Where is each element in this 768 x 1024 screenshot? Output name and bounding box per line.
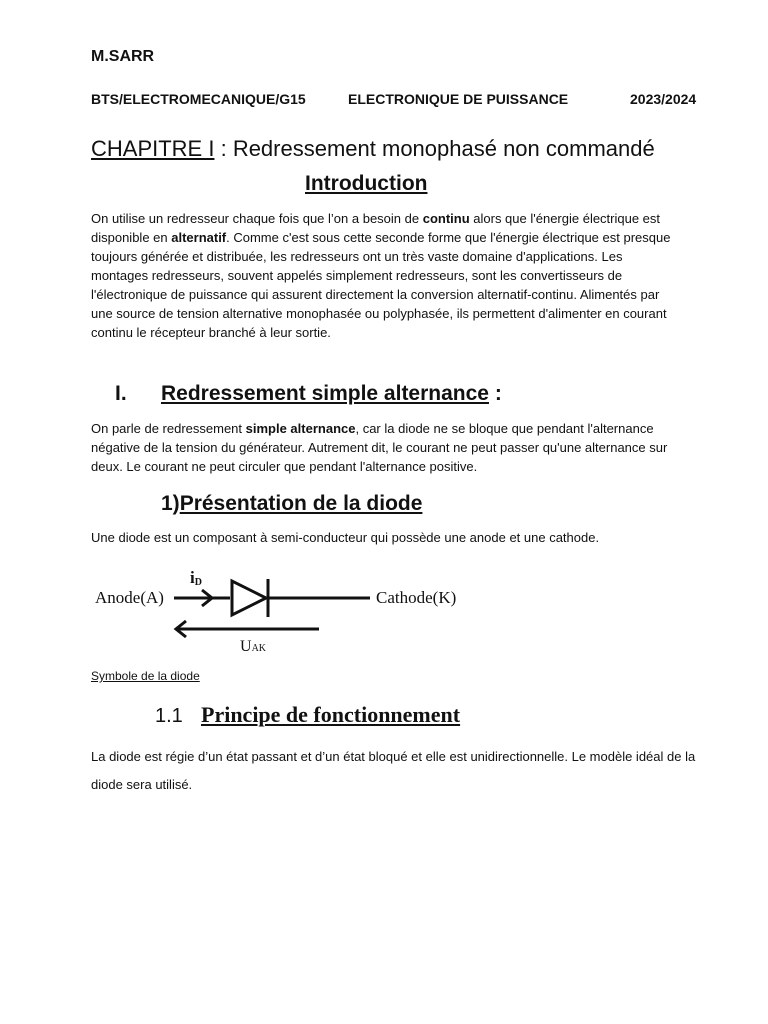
subsection-number: 1) <box>161 492 180 515</box>
subsection-title <box>161 492 422 516</box>
section-text-1: On parle de redressement <box>91 421 246 436</box>
course-name: ELECTRONIQUE DE PUISSANCE <box>348 91 569 107</box>
voltage-label: UAK <box>240 638 267 653</box>
chapter-separator: : <box>214 136 233 161</box>
diode-diagram <box>90 563 490 653</box>
intro-text-2: alors que l'énergie électrique est disponible en <box>91 211 661 245</box>
introduction-paragraph <box>91 209 681 342</box>
class-code: BTS/ELECTROMECANIQUE/G15 <box>91 91 306 107</box>
section-title <box>161 382 502 406</box>
anode-label: Anode(A) <box>95 588 164 607</box>
current-label: iD <box>190 568 202 588</box>
section-bold-simple-alternance: simple alternance <box>245 421 356 436</box>
author: M.SARR <box>91 48 155 65</box>
subsection-title-text: Présentation de la diode <box>179 492 423 515</box>
intro-text-3: . Comme c'est sous cette seconde forme que l'énergie électrique est presque toujours générée et distribuée, les redresseurs ont un très vaste domaine d'applications. Les montages redresseurs, souvent appelés simplement redresseurs, sont les convertisseurs de l'électronique de puissance qui assurent directement la conversion alternatif-continu. Alimentés par une source de tension alternative monophasée ou polyphasée, ils permettent d'alimenter en courant continu le récepteur branché à leur sortie. <box>91 230 671 340</box>
section-paragraph <box>91 419 691 476</box>
intro-text-1: On utilise un redresseur chaque fois que l’on a besoin de <box>91 211 423 226</box>
diagram-caption: Symbole de la diode <box>91 669 200 683</box>
section-number: I. <box>115 382 127 405</box>
diode-triangle-icon <box>232 581 266 615</box>
chapter-name: Redressement monophasé non commandé <box>232 136 655 161</box>
section-text-2: , car la diode ne se bloque que pendant l'alternance négative de la tension du générateur. Autrement dit, le courant ne peut passer qu'une alternance sur deux. Le courant ne peut circuler que pendant l'alternance positive. <box>91 421 668 474</box>
section-title-text: Redressement simple alternance <box>161 382 489 405</box>
subsection-11-title: Principe de fonctionnement <box>201 702 461 727</box>
cathode-label: Cathode(K) <box>376 588 457 607</box>
section-title-colon: : <box>488 382 502 405</box>
intro-bold-alternatif: alternatif <box>171 230 227 245</box>
intro-bold-continu: continu <box>422 211 470 226</box>
subsection-11-paragraph: La diode est régie d’un état passant et d’un état bloqué et elle est unidirectionnelle. Le modèle idéal de la diode sera utilisé. <box>91 749 696 792</box>
diode-definition: Une diode est un composant à semi-conducteur qui possède une anode et une cathode. <box>91 530 600 545</box>
chapter-title <box>91 136 655 162</box>
subsection-11-number: 1.1 <box>155 705 183 727</box>
introduction-heading: Introduction <box>305 172 428 195</box>
school-year: 2023/2024 <box>630 91 697 107</box>
chapter-label: CHAPITRE I <box>91 136 215 161</box>
